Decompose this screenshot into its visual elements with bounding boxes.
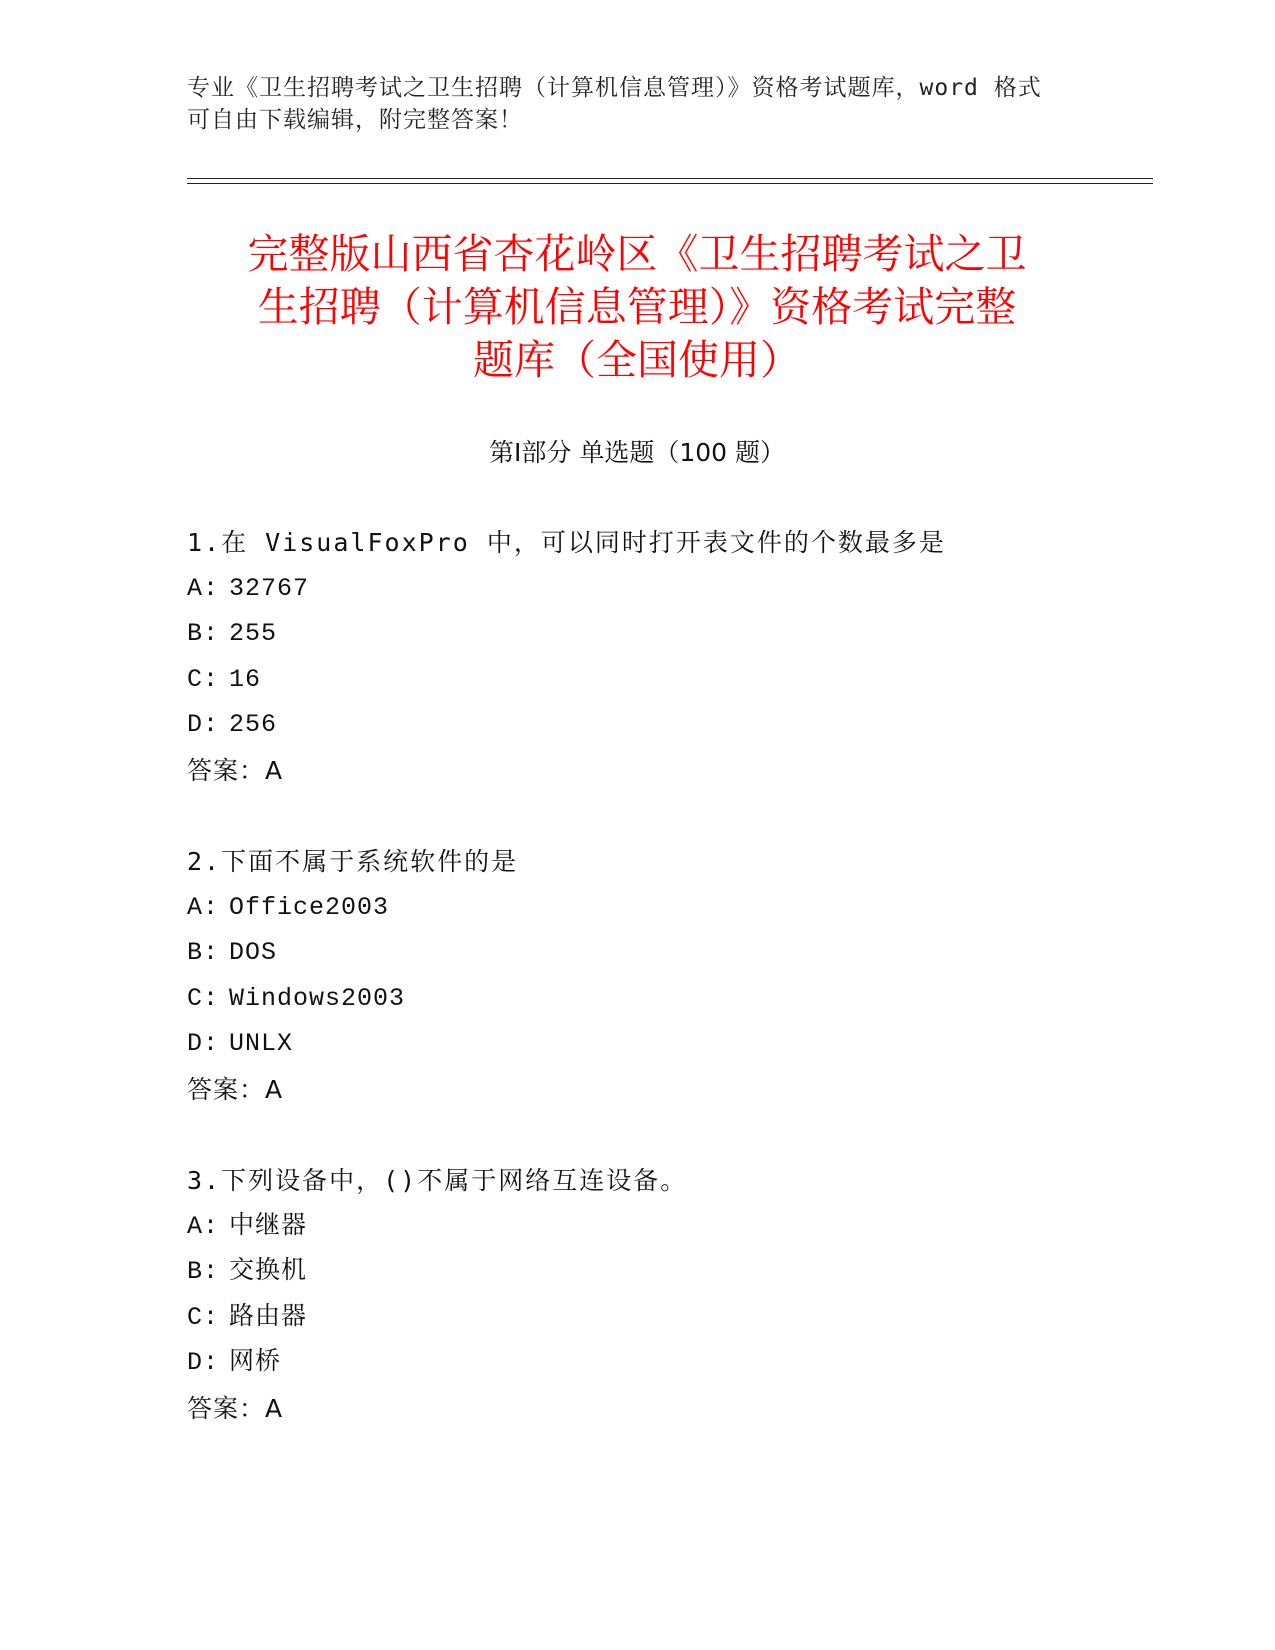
question-option — [187, 574, 1087, 620]
option-key: A: — [187, 892, 220, 922]
question-item — [187, 1166, 1087, 1485]
option-key: B: — [187, 619, 220, 648]
question-option — [187, 665, 1087, 711]
option-key: D: — [187, 1348, 220, 1377]
question-option — [187, 984, 1087, 1030]
option-text: 网桥 — [229, 1348, 282, 1377]
option-key: A: — [187, 1211, 220, 1241]
question-item — [187, 528, 1087, 847]
option-text: Office2003 — [229, 892, 390, 922]
document-title-line-1: 完整版山西省杏花岭区《卫生招聘考试之卫 — [247, 230, 1027, 278]
header-divider-top — [187, 178, 1153, 179]
option-text: 路由器 — [229, 1302, 308, 1332]
header-note-line-2: 可自由下载编辑，附完整答案！ — [187, 107, 523, 133]
option-key: C: — [187, 664, 220, 694]
question-stem: 2.下面不属于系统软件的是 — [187, 847, 519, 876]
option-text: 中继器 — [229, 1211, 308, 1241]
option-text: 16 — [229, 664, 262, 694]
option-text: 32767 — [229, 573, 310, 603]
question-option — [187, 1303, 1087, 1349]
question-answer: 答案：A — [187, 1393, 284, 1423]
question-stem: 1.在 VisualFoxPro 中，可以同时打开表文件的个数最多是 — [187, 528, 946, 557]
option-key: C: — [187, 983, 220, 1013]
document-title — [187, 228, 1087, 387]
question-option — [187, 893, 1087, 939]
option-key: B: — [187, 1257, 220, 1286]
option-key: A: — [187, 573, 220, 603]
question-answer: 答案：A — [187, 755, 284, 785]
question-answer: 答案：A — [187, 1074, 284, 1104]
question-option — [187, 1348, 1087, 1394]
question-option — [187, 938, 1087, 984]
question-option — [187, 1212, 1087, 1258]
option-text: 256 — [229, 710, 278, 739]
question-stem: 3.下列设备中，()不属于网络互连设备。 — [187, 1166, 688, 1195]
question-option — [187, 1029, 1087, 1075]
option-key: D: — [187, 1029, 220, 1058]
question-option — [187, 710, 1087, 756]
option-text: 255 — [229, 619, 278, 648]
header-divider-bottom — [187, 183, 1153, 184]
question-option — [187, 619, 1087, 665]
section-heading — [187, 437, 1087, 469]
option-key: D: — [187, 710, 220, 739]
header-note-line-1: 专业《卫生招聘考试之卫生招聘（计算机信息管理）》资格考试题库，word 格式 — [187, 75, 1042, 101]
document-title-line-3: 题库（全国使用） — [473, 336, 801, 384]
question-option — [187, 1257, 1087, 1303]
header-note — [187, 72, 1067, 136]
option-key: B: — [187, 938, 220, 967]
document-title-line-2: 生招聘（计算机信息管理）》资格考试完整 — [257, 283, 1017, 331]
option-text: Windows2003 — [229, 983, 406, 1013]
question-item — [187, 847, 1087, 1166]
option-text: 交换机 — [229, 1257, 308, 1286]
question-list — [187, 528, 1087, 1485]
section-heading-label: 第Ⅰ部分 单选题（100 题） — [489, 438, 785, 467]
option-text: UNLX — [229, 1029, 294, 1058]
option-text: DOS — [229, 938, 278, 967]
option-key: C: — [187, 1302, 220, 1332]
